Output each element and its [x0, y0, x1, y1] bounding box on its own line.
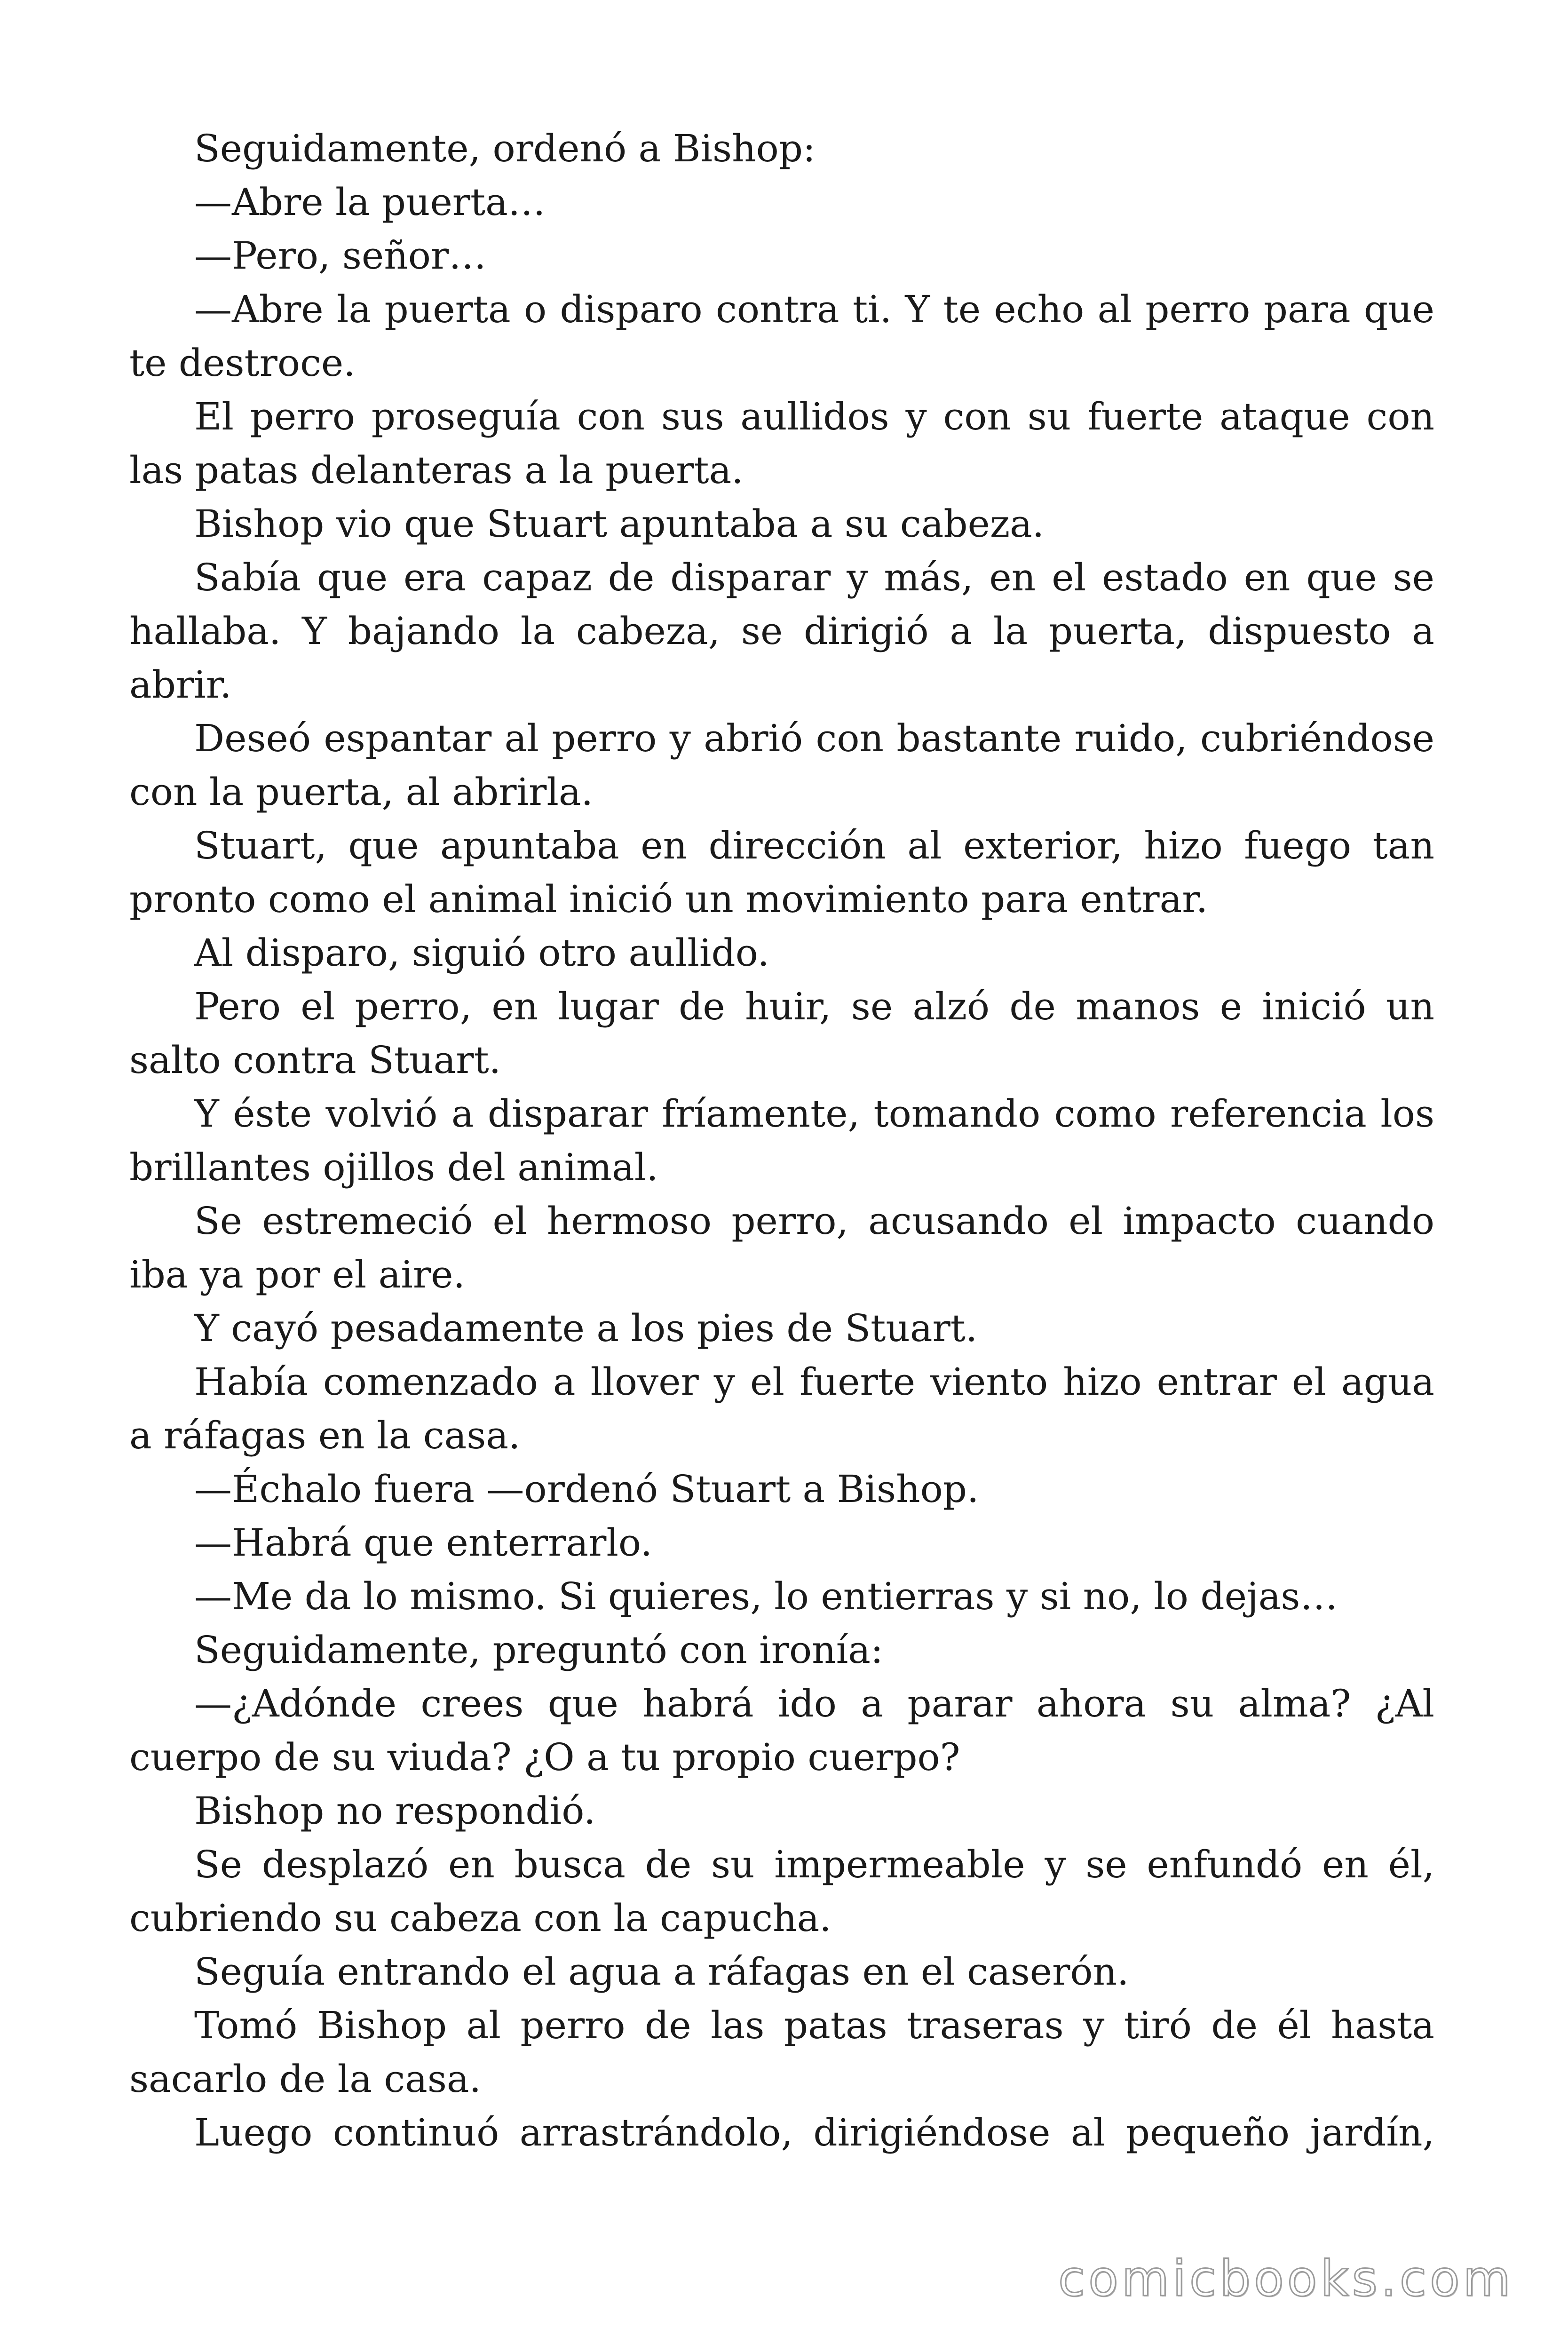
paragraph: Pero el perro, en lugar de huir, se alzó de manos e inició un salto contra Stuart. — [129, 985, 1434, 1082]
paragraph: —Habrá que enterrarlo. — [194, 1521, 653, 1565]
paragraph: Bishop vio que Stuart apuntaba a su cabeza. — [194, 502, 1045, 546]
watermark: comicbooks.com — [1058, 2250, 1514, 2307]
paragraph: Luego continuó arrastrándolo, dirigiéndose al pequeño jardín, — [194, 2111, 1434, 2154]
paragraph: Al disparo, siguió otro aullido. — [194, 931, 769, 975]
paragraph: Seguidamente, preguntó con ironía: — [194, 1628, 883, 1672]
paragraph: —¿Adónde crees que habrá ido a parar ahora su alma? ¿Al cuerpo de su viuda? ¿O a tu propio cuerpo? — [129, 1682, 1434, 1779]
paragraph: —Me da lo mismo. Si quieres, lo entierras y si no, lo dejas… — [194, 1574, 1338, 1618]
paragraph: Tomó Bishop al perro de las patas traseras y tiró de él hasta sacarlo de la casa. — [129, 2003, 1434, 2101]
paragraph: —Échalo fuera —ordenó Stuart a Bishop. — [194, 1467, 979, 1511]
paragraph: Bishop no respondió. — [194, 1789, 596, 1833]
paragraph: Stuart, que apuntaba en dirección al exterior, hizo fuego tan pronto como el animal inició un movimiento para entrar. — [129, 824, 1434, 921]
paragraph: —Abre la puerta o disparo contra ti. Y te echo al perro para que te destroce. — [129, 287, 1434, 385]
paragraph: Deseó espantar al perro y abrió con bastante ruido, cubriéndose con la puerta, al abrirla. — [129, 716, 1434, 814]
paragraph: Y cayó pesadamente a los pies de Stuart. — [194, 1306, 978, 1350]
paragraph: El perro proseguía con sus aullidos y con su fuerte ataque con las patas delanteras a la puerta. — [129, 395, 1434, 492]
book-page-text — [129, 122, 1434, 2160]
paragraph: Sabía que era capaz de disparar y más, en el estado en que se hallaba. Y bajando la cabeza, se dirigió a la puerta, dispuesto a abrir. — [129, 556, 1434, 707]
paragraph: —Abre la puerta… — [194, 180, 546, 224]
paragraph: Se estremeció el hermoso perro, acusando el impacto cuando iba ya por el aire. — [129, 1199, 1434, 1296]
paragraph: —Pero, señor… — [194, 234, 487, 278]
paragraph: Seguía entrando el agua a ráfagas en el caserón. — [194, 1950, 1129, 1994]
paragraph: Había comenzado a llover y el fuerte viento hizo entrar el agua a ráfagas en la casa. — [129, 1360, 1434, 1457]
paragraph: Se desplazó en busca de su impermeable y se enfundó en él, cubriendo su cabeza con la capucha. — [129, 1843, 1434, 1940]
paragraph: Y éste volvió a disparar fríamente, tomando como referencia los brillantes ojillos del animal. — [129, 1092, 1434, 1189]
paragraph: Seguidamente, ordenó a Bishop: — [194, 127, 816, 170]
